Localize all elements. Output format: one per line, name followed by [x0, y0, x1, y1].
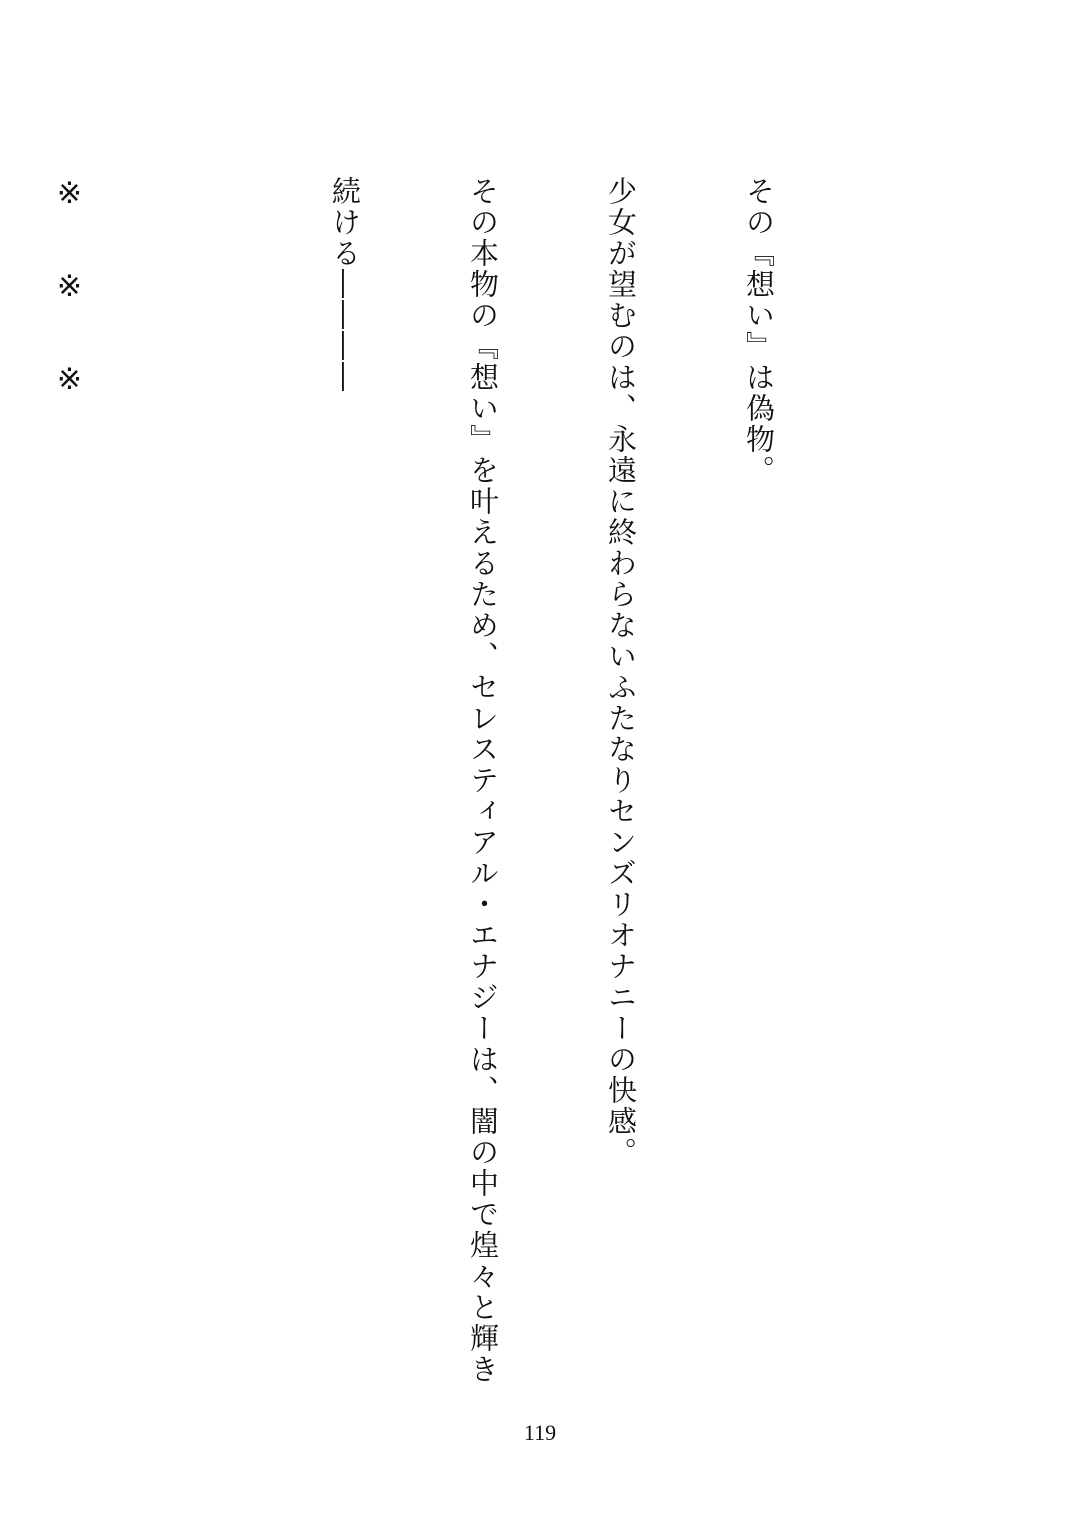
text-line: その『想い』は偽物。	[742, 176, 776, 486]
text-line: その本物の『想い』を叶えるため、セレスティアル・エナジーは、闇の中で煌々と輝き	[466, 176, 500, 1385]
vertical-text-body	[52, 176, 874, 1385]
scene-separator: ※ ※ ※	[52, 176, 87, 411]
text-line: 少女が望むのは、永遠に終わらないふたなりセンズリオナニーの快感。	[604, 176, 638, 1168]
page-number: 119	[523, 1420, 557, 1445]
blank-line	[184, 176, 230, 1306]
text-line: 続ける――――	[328, 176, 362, 393]
